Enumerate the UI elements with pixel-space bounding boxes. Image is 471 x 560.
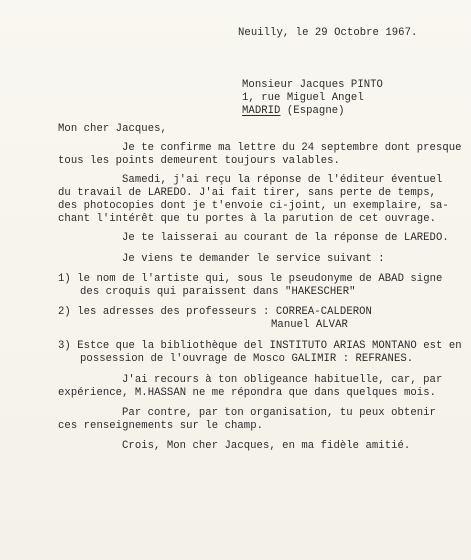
item-2-line-2: Manuel ALVAR (271, 319, 348, 331)
salutation: Mon cher Jacques, (58, 123, 167, 135)
paragraph-1-line-2: tous les points demeurent toujours valables. (58, 155, 340, 167)
paragraph-2-line-4: chant l'intérêt que tu portes à la parution de cet ouvrage. (58, 213, 437, 225)
paragraph-6-line-2: ces renseignements sur le champ. (58, 420, 264, 432)
paragraph-2-line-3: des photocopies dont je t'envoie ci-joint, un exemplaire, sa- (58, 200, 449, 212)
recipient-street: 1, rue Miguel Angel (242, 92, 364, 104)
recipient-country: (Espagne) (286, 105, 345, 117)
item-3-line-1: 3) Estce que la bibliothèque del INSTITUTO ARIAS MONTANO est en (58, 340, 462, 352)
paragraph-1-line-1: Je te confirme ma lettre du 24 septembre dont presque (122, 142, 462, 154)
recipient-city-line (242, 105, 345, 118)
paragraph-2-line-1: Samedi, j'ai reçu la réponse de l'éditeur éventuel (122, 174, 443, 186)
paragraph-6-line-1: Par contre, par ton organisation, tu peux obtenir (122, 407, 436, 419)
paragraph-4-line-1: Je viens te demander le service suivant : (122, 253, 385, 265)
recipient-name: Monsieur Jacques PINTO (242, 79, 383, 91)
item-1-line-2: des croquis qui paraissent dans "HAKESCHER" (80, 286, 356, 298)
paragraph-3-line-1: Je te laisserai au courant de la réponse de LAREDO. (122, 232, 449, 244)
paragraph-5-line-1: J'ai recours à ton obligeance habituelle, car, par (122, 374, 443, 386)
item-3-line-2: possession de l'ouvrage de Mosco GALIMIR : REFRANES. (80, 353, 414, 365)
item-2-line-1: 2) les adresses des professeurs : CORREA-CALDERON (58, 306, 372, 318)
closing: Crois, Mon cher Jacques, en ma fidèle amitié. (122, 440, 411, 452)
paragraph-5-line-2: expérience, M.HASSAN ne me répondra que dans quelques mois. (58, 387, 437, 399)
recipient-city: MADRID (242, 105, 281, 117)
item-1-line-1: 1) le nom de l'artiste qui, sous le pseudonyme de ABAD signe (58, 273, 443, 285)
dateline: Neuilly, le 29 Octobre 1967. (238, 27, 418, 39)
paragraph-2-line-2: du travail de LAREDO. J'ai fait tirer, sans perte de temps, (58, 187, 437, 199)
